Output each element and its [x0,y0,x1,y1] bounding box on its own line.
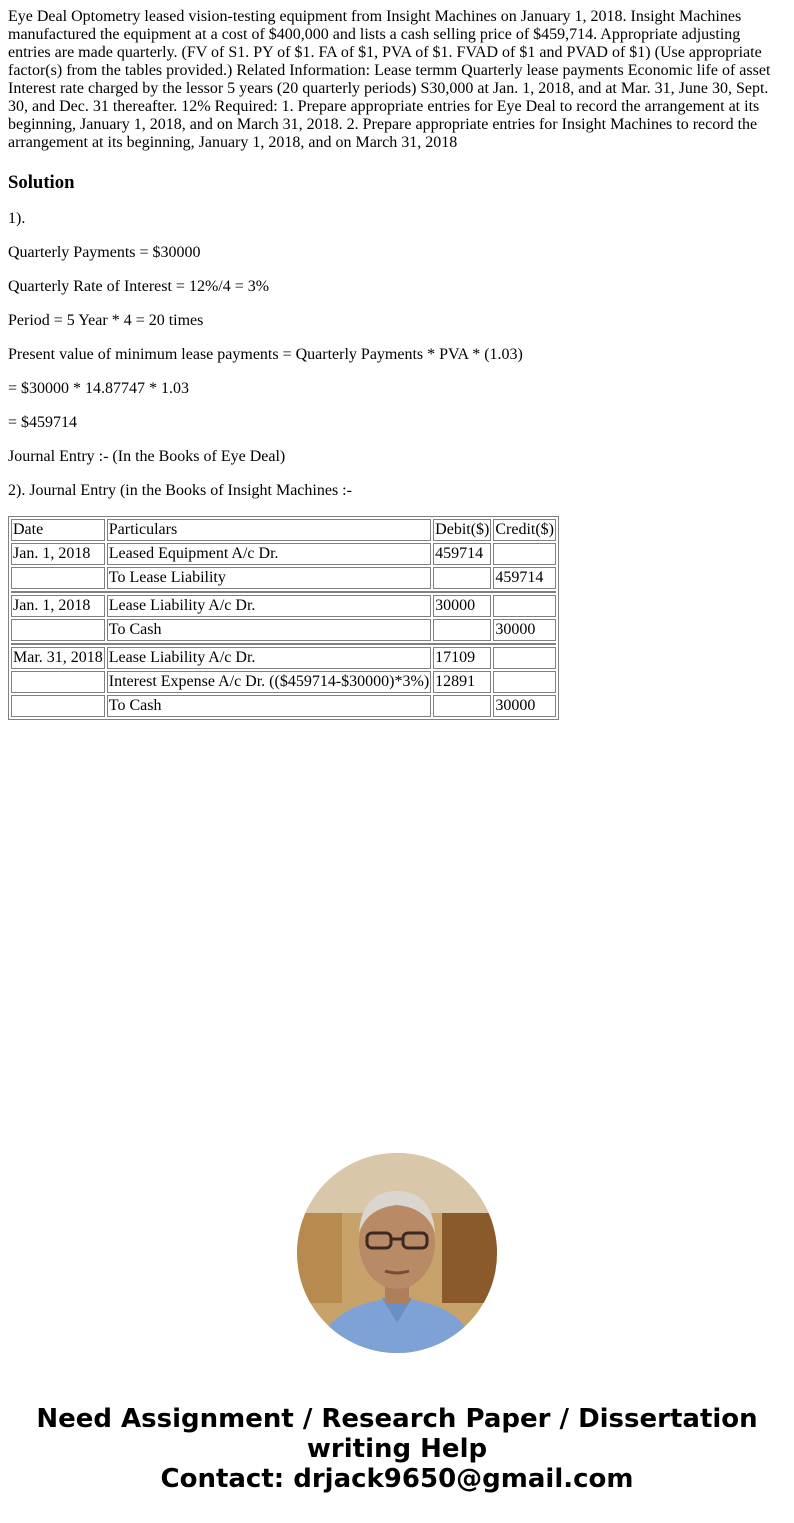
table-row [11,647,556,669]
solution-line-journal-insight: 2). Journal Entry (in the Books of Insight Machines :- [8,482,352,499]
cell-particulars: To Cash [107,619,431,641]
table-separator [11,591,556,593]
header-particulars: Particulars [107,519,431,541]
table-row [11,567,556,589]
table-header-row [11,519,556,541]
cell-particulars: To Cash [107,695,431,717]
solution-heading: Solution [8,172,75,193]
portrait-wood-panel [442,1213,497,1303]
question-text: Eye Deal Optometry leased vision-testing equipment from Insight Machines on January 1, 2018. Insight Machines manufactured the equipment at a cost of $400,000 and lists a cash selling price of $459,714. Appropriate adjusting entries are made quarterly. (FV of S1. PY of $1. FA of $1, PVA of $1. FVAD of $1 and PVAD of $1) (Use appropriate factor(s) from the tables provided.) Related Information: Lease termm Quarterly lease payments Economic life of asset Interest rate charged by the lessor 5 years (20 quarterly periods) S30,000 at Jan. 1, 2018, and at Mar. 31, June 30, Sept. 30, and Dec. 31 thereafter. 12% Required: 1. Prepare appropriate entries for Eye Deal to record the arrangement at its beginning, January 1, 2018, and on March 31, 2018. 2. Prepare appropriate entries for Insight Machines to record the arrangement at its beginning, January 1, 2018, and on March 31, 2018 [8,8,771,151]
cell-debit [433,695,491,717]
journal-table [8,516,559,720]
cell-debit [433,567,491,589]
cell-date: Jan. 1, 2018 [11,595,105,617]
solution-line-period: Period = 5 Year * 4 = 20 times [8,312,204,329]
cell-credit [493,543,556,565]
header-credit: Credit($) [493,519,556,541]
cell-credit [493,671,556,693]
cell-particulars: Leased Equipment A/c Dr. [107,543,431,565]
cell-debit: 459714 [433,543,491,565]
cell-date [11,567,105,589]
cell-particulars: Lease Liability A/c Dr. [107,647,431,669]
cell-credit [493,595,556,617]
cell-particulars: To Lease Liability [107,567,431,589]
cell-credit: 30000 [493,619,556,641]
cell-debit [433,619,491,641]
tutor-portrait-image [297,1153,497,1353]
cell-date [11,671,105,693]
separator-rule [11,643,556,645]
separator-rule [11,591,556,593]
cell-particulars: Lease Liability A/c Dr. [107,595,431,617]
contact-banner [0,1404,794,1494]
table-row [11,671,556,693]
cell-debit: 12891 [433,671,491,693]
cell-debit: 17109 [433,647,491,669]
cell-debit: 30000 [433,595,491,617]
cell-date: Mar. 31, 2018 [11,647,105,669]
solution-line-journal-eye-deal: Journal Entry :- (In the Books of Eye Deal) [8,448,286,465]
separator-cell [11,643,556,645]
cell-particulars: Interest Expense A/c Dr. (($459714-$30000)*3%) [107,671,431,693]
solution-line-interest-rate: Quarterly Rate of Interest = 12%/4 = 3% [8,278,270,295]
cell-credit [493,647,556,669]
tutor-avatar [297,1153,497,1353]
table-row [11,619,556,641]
separator-cell [11,591,556,593]
cell-date [11,695,105,717]
header-debit: Debit($) [433,519,491,541]
page-content [0,0,794,720]
table-row [11,695,556,717]
banner-contact-email: Contact: drjack9650@gmail.com [160,1464,634,1494]
table-row [11,595,556,617]
cell-date: Jan. 1, 2018 [11,543,105,565]
portrait-side-panel [297,1213,342,1303]
table-separator [11,643,556,645]
solution-line-pv-calc: = $30000 * 14.87747 * 1.03 [8,380,190,397]
cell-credit: 459714 [493,567,556,589]
solution-line-quarterly-payments: Quarterly Payments = $30000 [8,244,201,261]
cell-credit: 30000 [493,695,556,717]
solution-line-part1: 1). [8,210,26,227]
banner-line-1: Need Assignment / Research Paper / Dissertation [36,1404,758,1434]
banner-line-2: writing Help [306,1434,488,1464]
table-row [11,543,556,565]
solution-line-pv-result: = $459714 [8,414,78,431]
solution-line-pv-formula: Present value of minimum lease payments = Quarterly Payments * PVA * (1.03) [8,346,523,363]
header-date: Date [11,519,105,541]
cell-date [11,619,105,641]
